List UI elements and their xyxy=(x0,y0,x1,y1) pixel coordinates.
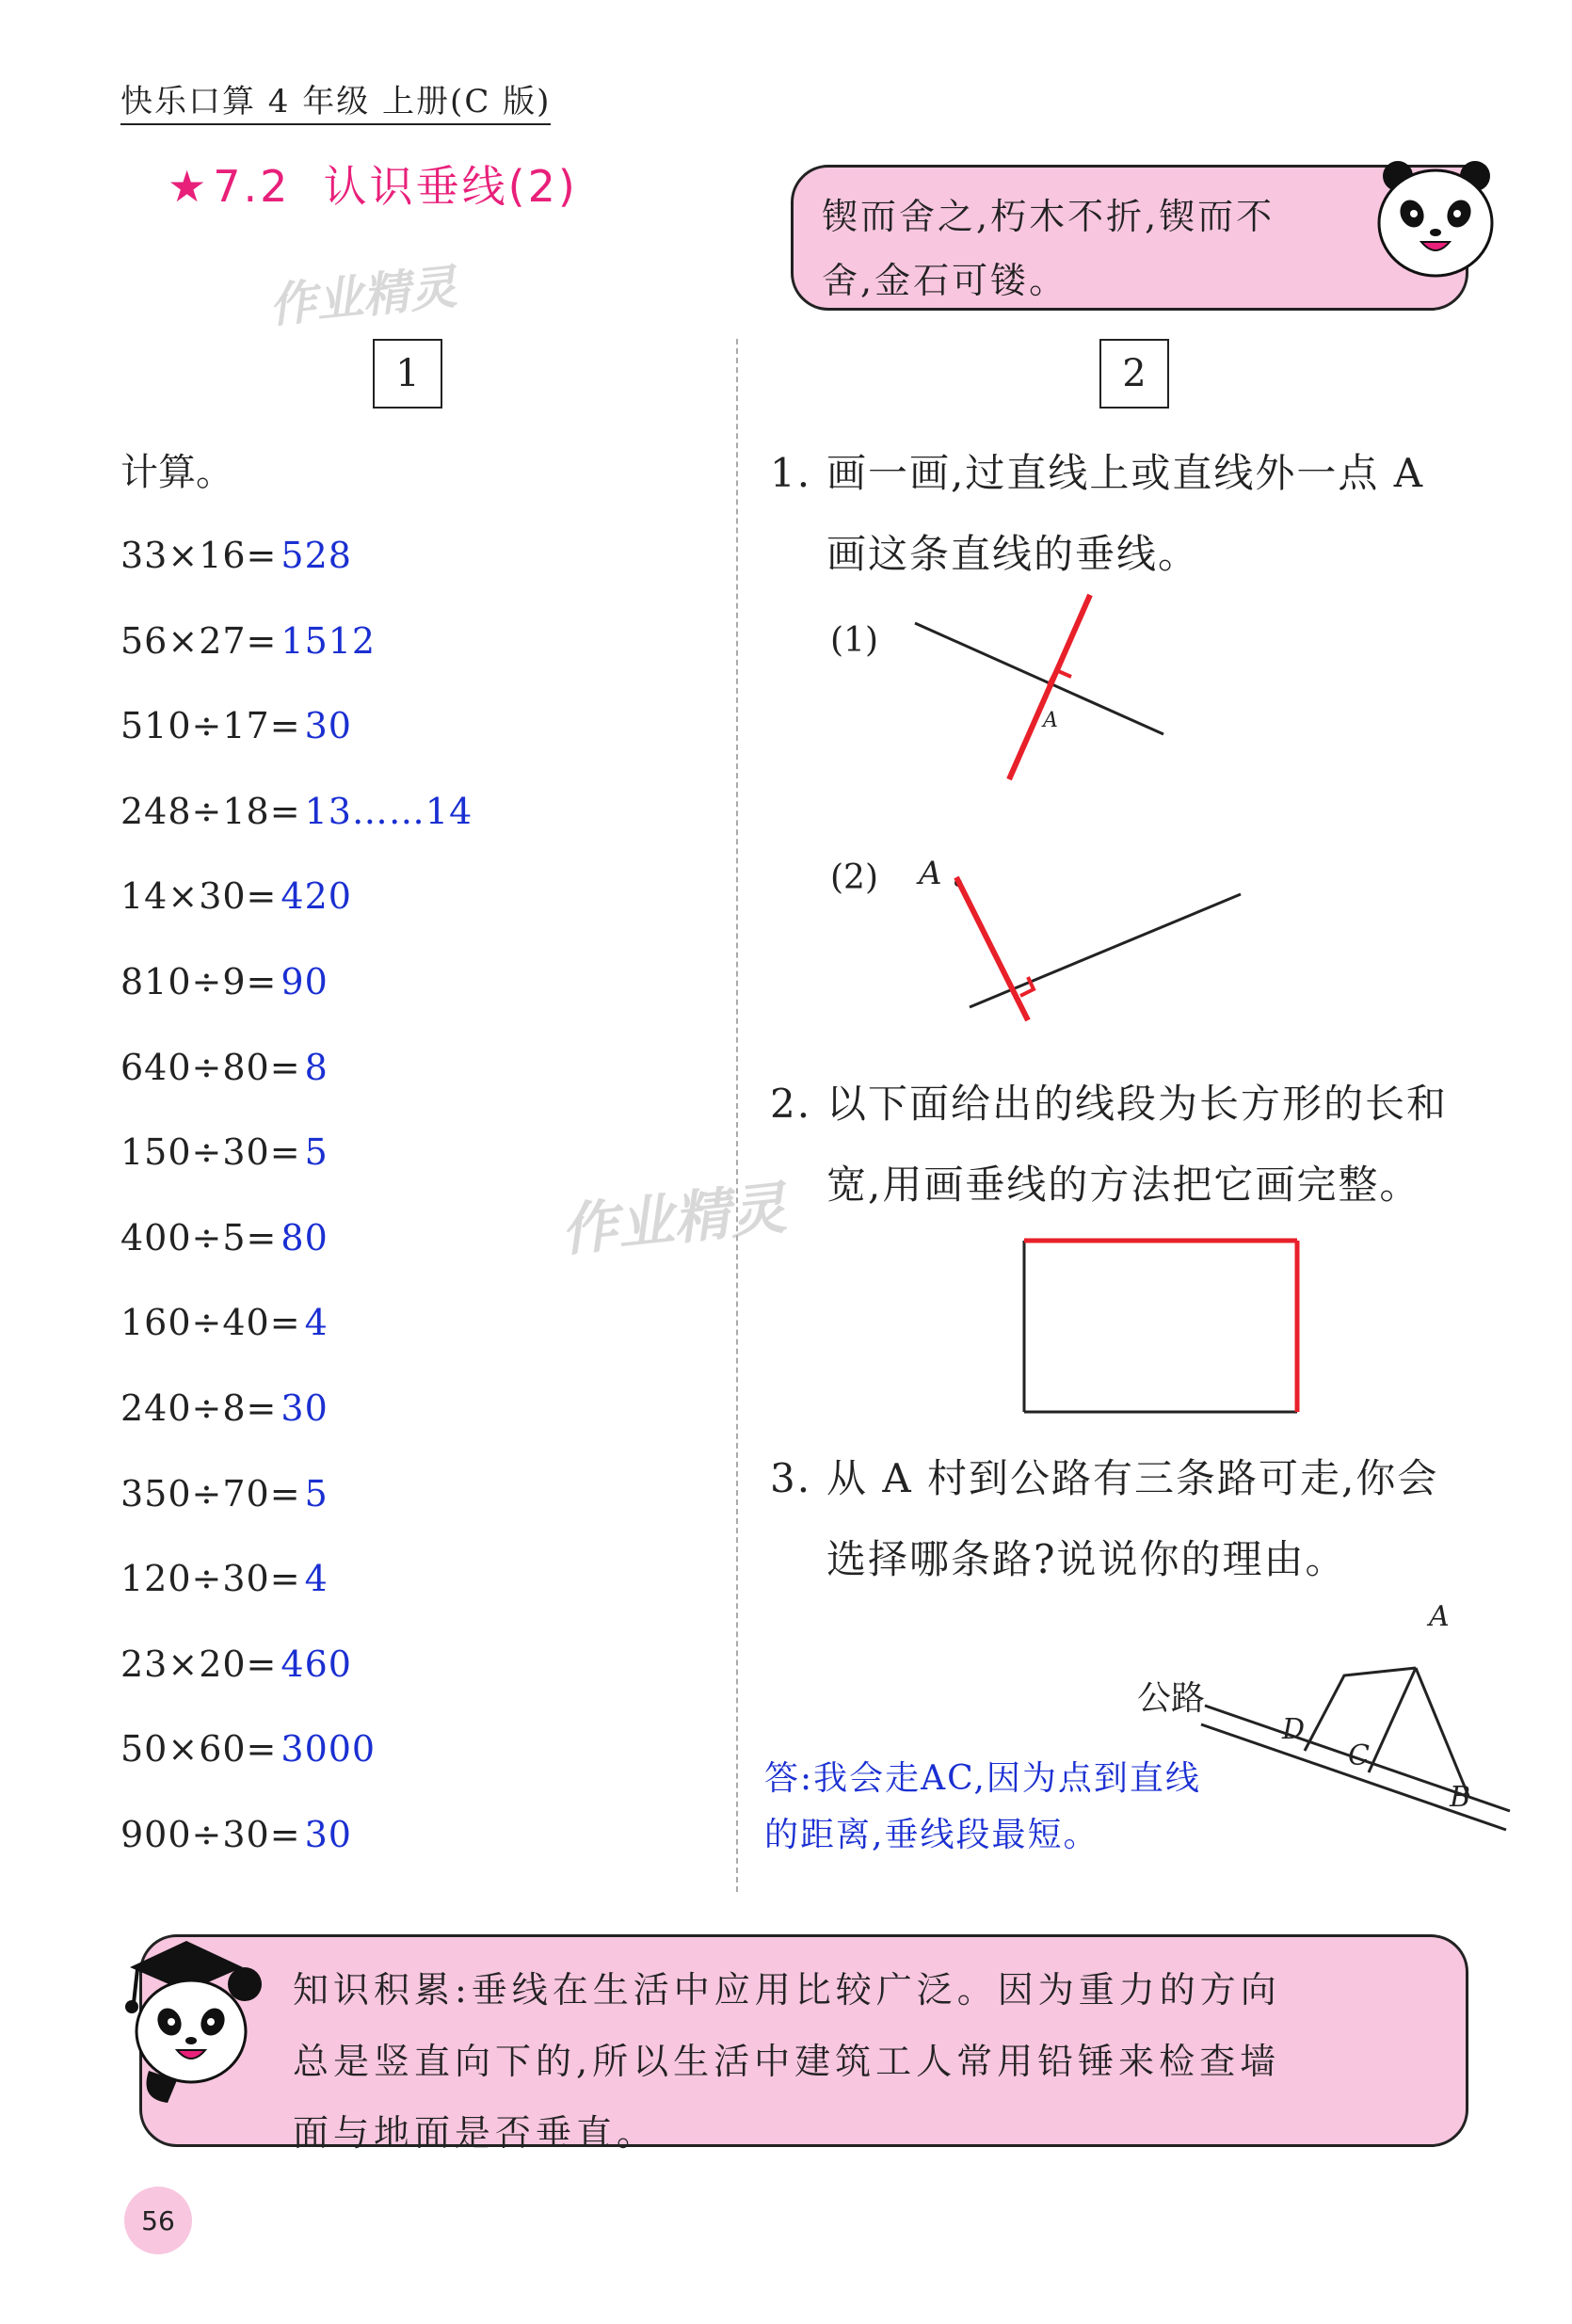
knowledge-line: 知识积累:垂线在生活中应用比较广泛。因为重力的方向 xyxy=(293,1969,1281,2011)
calc-expression: 33×16= xyxy=(120,535,278,576)
watermark: 作业精灵 xyxy=(265,259,459,334)
calc-item xyxy=(120,1473,329,1515)
calc-answer: 30 xyxy=(281,1387,329,1429)
lesson-title xyxy=(168,152,578,215)
calc-answer: 30 xyxy=(304,705,352,747)
question-number: 3. xyxy=(770,1455,812,1501)
question-text: 以下面给出的线段为长方形的长和 xyxy=(826,1081,1449,1127)
calc-expression: 23×20= xyxy=(120,1643,278,1685)
calc-expression: 56×27= xyxy=(120,619,278,662)
calc-answer: 90 xyxy=(281,961,329,1002)
calc-item xyxy=(120,875,352,917)
panda-graduate-icon xyxy=(111,1930,281,2108)
answer-line: 答:我会走AC,因为点到直线 xyxy=(764,1759,1201,1798)
calc-answer: 80 xyxy=(281,1216,329,1258)
calc-item xyxy=(120,1302,329,1343)
calc-expression: 120÷30= xyxy=(120,1558,301,1600)
answer-line: 的距离,垂线段最短。 xyxy=(764,1816,1099,1854)
figure-label: (2) xyxy=(830,858,878,897)
question-1 xyxy=(770,433,1523,595)
calc-expression: 900÷30= xyxy=(120,1814,301,1855)
calc-expression: 810÷9= xyxy=(120,961,278,1002)
book-header: 快乐口算 4 年级 上册(C 版) xyxy=(120,75,551,125)
question-2 xyxy=(770,1064,1523,1226)
calc-answer: 30 xyxy=(304,1814,352,1855)
star-icon: ★ xyxy=(168,161,210,212)
calc-expression: 248÷18= xyxy=(120,790,301,832)
point-label: D xyxy=(1282,1713,1306,1746)
calc-expression: 640÷80= xyxy=(120,1046,301,1088)
rectangle-figure xyxy=(1017,1233,1308,1421)
calc-item xyxy=(120,961,329,1002)
calc-answer: 1512 xyxy=(281,619,377,662)
perpendicular-figure-2 xyxy=(941,866,1261,1035)
calc-answer: 420 xyxy=(281,875,352,918)
calc-item xyxy=(120,1558,329,1599)
knowledge-line: 面与地面是否垂直。 xyxy=(293,2112,658,2154)
road-label: 公路 xyxy=(1137,1679,1206,1718)
calc-answer: 3000 xyxy=(281,1728,377,1771)
calc-item xyxy=(120,1643,352,1685)
calc-item xyxy=(120,1217,329,1258)
knowledge-box xyxy=(139,1934,1468,2154)
calc-item xyxy=(120,705,352,746)
lesson-number: 7.2 xyxy=(213,161,291,212)
calc-answer: 4 xyxy=(304,1302,329,1344)
section-number-box: 1 xyxy=(373,339,442,409)
knowledge-line: 总是竖直向下的,所以生活中建筑工人常用铅锤来检查墙 xyxy=(293,2041,1281,2082)
question-3 xyxy=(770,1438,1523,1600)
calc-expression: 400÷5= xyxy=(120,1216,278,1258)
figure-label: (1) xyxy=(830,621,878,660)
watermark: 作业精灵 xyxy=(557,1175,790,1265)
question-text: 画一画,过直线上或直线外一点 A xyxy=(826,450,1425,496)
question-text: 画这条直线的垂线。 xyxy=(826,531,1200,577)
calc-answer: 5 xyxy=(304,1472,329,1515)
point-label: A xyxy=(1429,1600,1450,1633)
calc-answer: 5 xyxy=(304,1131,329,1174)
calc-expression: 350÷70= xyxy=(120,1472,301,1515)
calc-answer: 4 xyxy=(304,1558,329,1600)
point-label: A xyxy=(1043,709,1058,732)
proverb-line: 舍,金石可镂。 xyxy=(822,260,1068,301)
proverb-line: 锲而舍之,朽木不折,锲而不 xyxy=(822,196,1275,237)
question-number: 1. xyxy=(770,450,812,496)
calc-item xyxy=(120,1728,376,1770)
calc-answer: 460 xyxy=(281,1643,352,1685)
calc-item xyxy=(120,1131,329,1173)
perpendicular-figure-1 xyxy=(904,584,1186,791)
page-number: 56 xyxy=(124,2187,192,2254)
calc-item xyxy=(120,1814,352,1855)
calc-answer: 528 xyxy=(281,535,352,576)
point-label: B xyxy=(1450,1781,1471,1814)
question-number: 2. xyxy=(770,1081,812,1127)
point-label: C xyxy=(1348,1739,1370,1772)
calc-item xyxy=(120,1387,329,1429)
calc-heading: 计算。 xyxy=(120,451,233,494)
calc-answer: 8 xyxy=(304,1046,329,1088)
calc-answer: 13……14 xyxy=(304,790,473,832)
calc-expression: 150÷30= xyxy=(120,1131,301,1174)
calc-expression: 160÷40= xyxy=(120,1302,301,1344)
question-text: 从 A 村到公路有三条路可走,你会 xyxy=(826,1455,1439,1501)
calc-expression: 240÷8= xyxy=(120,1387,278,1429)
point-label: A xyxy=(919,855,942,892)
calc-item xyxy=(120,620,376,662)
column-divider xyxy=(736,339,738,1892)
calc-item xyxy=(120,535,352,576)
calc-expression: 510÷17= xyxy=(120,705,301,747)
question-text: 选择哪条路?说说你的理由。 xyxy=(826,1536,1347,1582)
proverb-box xyxy=(791,165,1468,311)
calc-expression: 14×30= xyxy=(120,875,278,918)
calc-item xyxy=(120,1047,329,1088)
calc-expression: 50×60= xyxy=(120,1728,278,1771)
handwritten-answer xyxy=(764,1751,1201,1864)
panda-icon xyxy=(1370,155,1501,287)
lesson-name: 认识垂线(2) xyxy=(323,161,578,212)
calc-item xyxy=(120,791,473,832)
question-text: 宽,用画垂线的方法把它画完整。 xyxy=(826,1162,1421,1208)
section-number-box: 2 xyxy=(1099,339,1169,409)
